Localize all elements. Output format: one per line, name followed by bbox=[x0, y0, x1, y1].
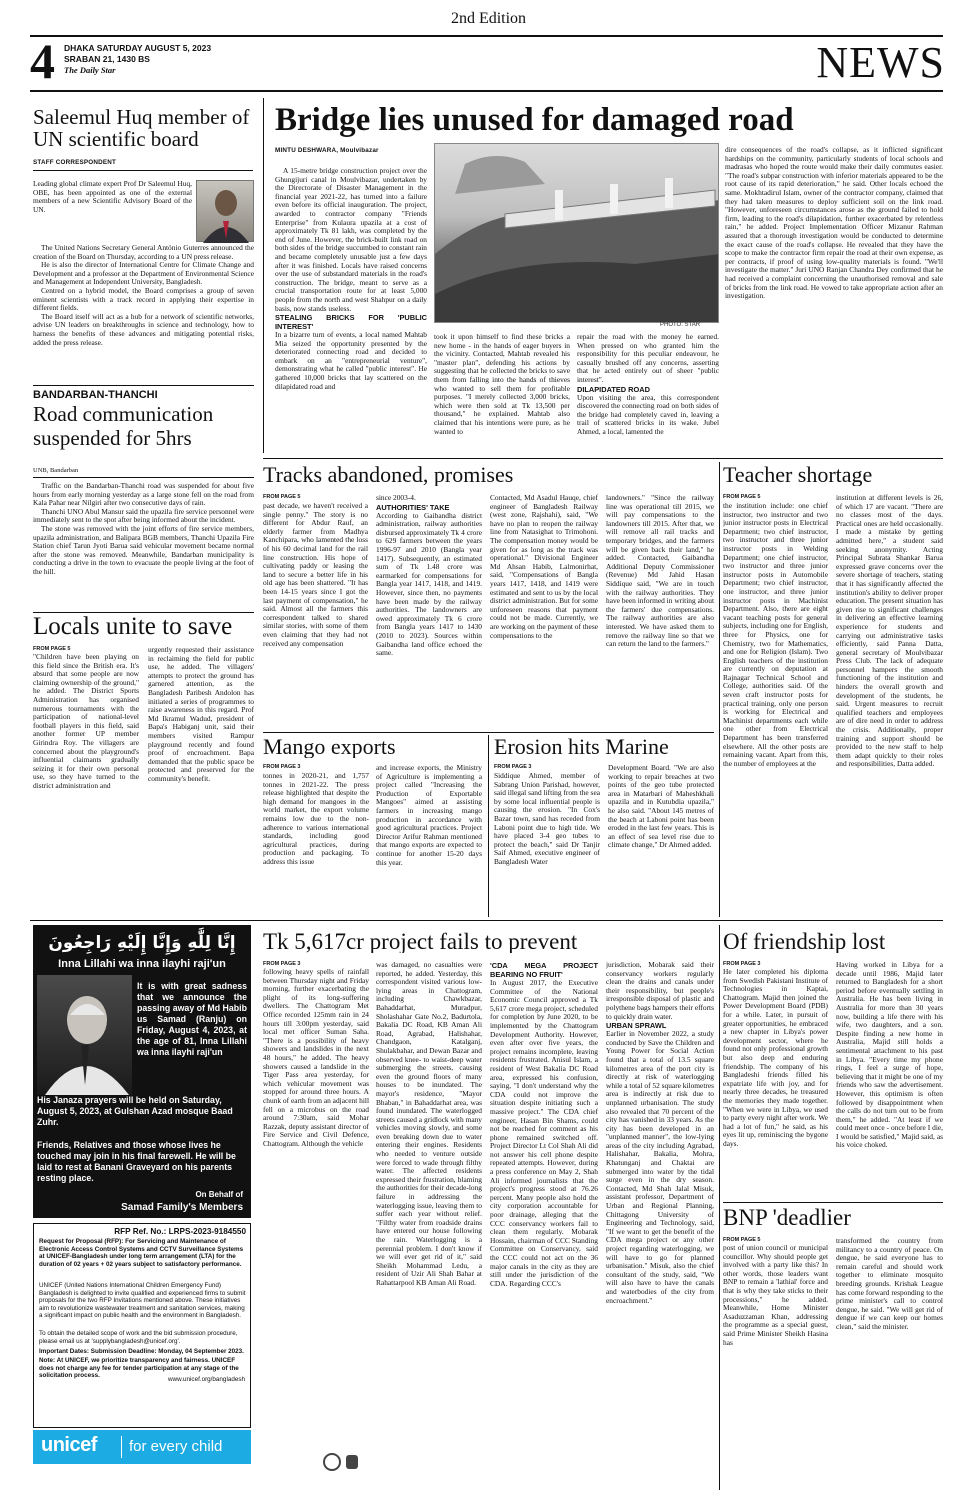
bnp-top-rule bbox=[723, 1202, 943, 1203]
bridge-bottom-rule bbox=[263, 458, 943, 459]
tk-c4b-text: Earlier in November 2022, a study conducted by Save the Children and Young Power for Social Action found that a total of 13.5 square kilometres area of the port city is directly at risk of waterlogging while a total of 52 square kilometres area is indirectly at risk due to unplanned urbanisation. The study also revealed that 70 percent of the city has vanished in 33 years. As the city has been developed in an "unplanned manner", the low-lying areas of the city including Agrabad, Halishahar, Bakalia, Mohra, Khatunganj and Chaktai are submerged into water by the tidal surge even in the dry season. Contacted, Md Shah Jalal Misuk, assistant professor, Department of Urban and Regional Planning, Chittagong University of Engineering and Technology, said, "If we want to get the benefit of the CDA mega project or any other project regarding waterlogging, we will have to go for planned urbanisation." Misuk, also the chief consultant of the study, said, "We will also have to have the canals and waterbodies of the city from encroachment." bbox=[606, 1029, 714, 1305]
locals-from: FROM PAGE 5 bbox=[33, 646, 71, 652]
dateline bbox=[64, 43, 211, 76]
bridge-headline: Bridge lies unused for damaged road bbox=[275, 104, 794, 137]
top-rule bbox=[30, 35, 943, 37]
saleemul-body bbox=[33, 244, 254, 380]
bridge-left-rule bbox=[263, 98, 264, 453]
teacher-headline: Teacher shortage bbox=[723, 464, 873, 486]
obituary-behalf: On Behalf of bbox=[195, 1190, 243, 1199]
tk-from: FROM PAGE 3 bbox=[263, 961, 301, 967]
bridge-col1 bbox=[275, 167, 427, 455]
tracks-col4: landowners." "Since the railway line was operational till 2015, we will pay compensations to the landowners till 2015. After that, we will remove all rail tracks and temporary bridges, and the farmers will be given back their land," he added. Contacted, Gaibandha Additional Deputy Commissioner (Revenue) Md Jahid Hasan Siddique said, "We are in touch with the railway authorities. They have been informed in writing about the farmers' due compensations. The railway authorities are also interested. We have asked them to remove the railway line so that we can return the land to the farmers." bbox=[606, 494, 714, 649]
obituary-main: It is with great sadness that we announce the passing away of Md Habib us Samad (Ranju) on Friday, August 4, 2023, at the age of 81, Inna Lillahi wa inna ilayhi raji'un bbox=[137, 981, 247, 1057]
obituary-arabic: إِنَّا لِلَّٰهِ وَإِنَّا إِلَيْهِ رَاجِعُونَ bbox=[48, 933, 236, 953]
rfp-body: UNICEF (United Nations International Children Emergency Fund) Bangladesh is delighted to invite qualified and experienced firms to submit proposals for the two RFP Invitations mentioned above. These initiatives aim to revolutionize wastewater treatment and sanitation services, making a significant impact on public health and the environment in Bangladesh. bbox=[39, 1282, 246, 1320]
mango-headline: Mango exports bbox=[263, 736, 396, 758]
obituary-box-lower bbox=[33, 1140, 251, 1218]
masthead-bottom-rule bbox=[30, 90, 943, 92]
saleemul-headline: Saleemul Huq member of UN scientific board bbox=[33, 106, 250, 150]
rfp-obtain: To obtain the detailed scope of work and the bid submission procedure, please email us at 'supplybangladesh@unicef.org'. bbox=[39, 1330, 238, 1345]
tracks-from: FROM PAGE 5 bbox=[263, 494, 301, 500]
bridge-byline: MINTU DESHWARA, Moulvibazar bbox=[275, 147, 379, 154]
erosion-col1: Siddique Ahmed, member of Sabrang Union Parishad, however, said illegal sand lifting from the sea by some local influential people is causing the erosion. "In Cox's Bazar town, sand has receded from Laboni point due to high tide. We have placed 3-4 geo tubes to protect the beach," said Dr Tanjir Saif Ahmed, executive engineer of Bangladesh Water bbox=[494, 772, 600, 866]
tk-col2: was damaged, no casualties were reported, he added. Yesterday, this correspondent visited various low-lying areas in Chattogram, including Chawkbazar, Bahaddarhat, Muradpur, Sholashahar Gate No.2, Badurtola, Bakalia DC Road, KB Aman Ali Road, Agrabad, Halishahar, Chandgaon, Katalganj, Shulakbahar, and Dewan Bazar and observed knee- to waist-deep water submerging the streets, causing even the ground floors of many houses to be inundated. The mayor's residence, "Mayor Bhaban," in Bahaddarhat area, was found inundated. The waterlogged streets caused a gridlock with many vehicles moving slowly, and some even breaking down due to water entering their engines. Residents who needed to venture outside were forced to wade through filthy water. The affected residents expressed their frustration, blaming the authorities for their decade-long failure in addressing the waterlogging issue, leaving them to suffer each year without relief. "Filthy water from roadside drains have entered our house following the rain. Waterlogging is a perennial problem. I don't know if we will ever get rid of it," said Sheikh Mohammad Ledu, a resident of Uzir Ali Shah Bahar at Rahattarpool KB Aman Ali Road. bbox=[376, 961, 482, 1287]
friendship-headline: Of friendship lost bbox=[723, 930, 886, 953]
friendship-col1: He later completed his diploma from Swedish Pakistani Institute of Technologies in Kaptai, Chattogram. Majid then joined the Power Development Board (PDB) for a while. Later, in pursuit of greater opportunities, he embraced a new chapter in Libya's power development sector, where he found not only professional growth but also deep and enduring friendship. The company of his Bangladeshi friends filled his expatriate life with joy, and for nearly three decades, he treasured the memories they made together. "When we were in Libya, we used to party every night after work. We had a lot of fun," he said, as his eyes lit up, reminiscing the bygone days. bbox=[723, 968, 828, 1148]
saleemul-rule bbox=[33, 170, 253, 171]
mango-col2: and increase exports, the Ministry of Agriculture is implementing a project called "Increasing the Production of Exportable Mangoes" aimed at assisting farmers in increasing mango production in accordance with good agricultural practices. Project Director Arifur Rahman mentioned that mango exports are expected to continue for another 15-20 days this year. bbox=[376, 764, 482, 867]
game-icon bbox=[323, 1453, 341, 1471]
saleemul-byline: STAFF CORRESPONDENT bbox=[33, 159, 117, 166]
saleemul-p4: Centred on a hybrid model, the Board comprises a group of seven eminent scientists with a track record in applying their expertise in different fields. bbox=[33, 285, 254, 313]
bridge-col2: took it upon himself to find these bricks a new home - in the hands of eager buyers in the vicinity. Contacted, Mahtab revealed his "master plan", defending his actions by suggesting that he collected the bricks to save them from falling into the hands of thieves who wanted to sell them for profitable purposes. "I merely collected 3,000 bricks, which were then sold at Tk 13,500 per thousand," he explained. Mahtab also claimed that his intentions were pure, as he wanted to bbox=[434, 333, 570, 436]
bandarban-p1: Traffic on the Bandarban-Thanchi road was suspended for about five hours from early morning yesterday as a large stone fell on the road from Kala Pahar near Nilgiri after two consecutive days of rain. bbox=[33, 482, 254, 508]
tracks-c2-subhead: AUTHORITIES' TAKE bbox=[376, 502, 450, 512]
bnp-headline: BNP 'deadlier bbox=[723, 1206, 851, 1229]
bridge-c1-subhead: STEALING BRICKS FOR 'PUBLIC INTEREST' bbox=[275, 313, 427, 332]
unicef-divider bbox=[121, 1436, 122, 1458]
saleemul-p3: He is also the director of International Centre for Climate Change and Development and a professor at the Department of Environmental Science and Management at Independent University, Bangladesh. bbox=[33, 260, 254, 287]
rfp-ref: RFP Ref. No.: LRPS-2023-9184550 bbox=[114, 1227, 246, 1236]
teacher-col2: institution at different levels is 26, of which 17 are vacant. "There are no classes most of the days. Practical ones are held occasionally. I made a mistake by getting admitted here," a student said seeking anonymity. Acting Principal Subrata Shankar Barua expressed grave concerns over the severe shortage of teachers, stating that it has significantly affected the institution's ability to deliver proper education. The present situation has given rise to significant challenges in delivering an effective learning experience for students and carrying out administrative tasks efficiently, said Panna Datta, general secretary of Moulvibazar Press Club. The lack of adequate personnel hampers the smooth functioning of the institution and hinders the overall growth and development of the students, he said. Urgent measures to recruit qualified teachers and employees are of dire need in order to address the crisis. Additionally, proper training and support should be provided to the new staff to help them adapt quickly to their roles and responsibilities, Datta added. bbox=[836, 494, 943, 769]
section-title: NEWS bbox=[816, 38, 945, 87]
photo-credit: PHOTO: STAR bbox=[660, 322, 701, 328]
saleemul-p2: The United Nations Secretary General António Guterres announced the creation of the Board on Thursday, according to a UN press release. bbox=[33, 244, 254, 261]
tk-c4-text: jurisdiction, Mobarak said their conservancy workers regularly clean the drains and canals under their responsibility, but people's irresponsible disposal of plastic and polythene bags hampers their efforts to quickly drain water. bbox=[606, 961, 714, 1021]
locals-col1: "Children have been playing on this field since the British era. It's absurd that some people are now claiming ownership of the ground," he added. The District Sports Administration has organised numerous tournaments with the participation of national-level football players in this field, said another former UP member Girindra Roy. The villagers are concerned about the playground's influential claimants gradually seizing it for their own personal use, so they have turned to the district administration and bbox=[33, 653, 139, 790]
bridge-c1-text: A 15-metre bridge construction project over the Ghungijuri canal in Moulvibazar, undertaken by the Directorate of Disaster Management in the financial year 2021-22, has turned into a failure even before its official inauguration. The project, awarded to contractor company "Friends Enterprise" from Kulaura upazila at a cost of approximately Tk 81 lakh, was completed by the end of June. However, the brick-built link road on both sides of the bridge succumbed to constant rain and became completely unusable just a few days after it was finished. Locals have raised concerns over the use of substandard materials in the road's construction. The bridge, meant to serve as a crucial transportation route for at least 5,000 people from the north and west Shahpur on a daily basis, now stands useless. bbox=[275, 167, 427, 313]
tracks-col2 bbox=[376, 494, 482, 728]
mango-from: FROM PAGE 3 bbox=[263, 764, 301, 770]
tk-headline: Tk 5,617cr project fails to prevent bbox=[263, 930, 578, 953]
tracks-c2b-text: According to Gaibandha district administration, railway authorities disbursed approximately Tk 4 crore to 629 farmers between the years 1996-97 and 2010 (Bangla year 1417). Subsequently, an estimated sum of Tk 1.48 crore was earmarked for compensations for Bangla year 1417, 1418, and 1419. However, since then, no payments have been made by the railway authorities. The landowners are owed approximately Tk 6 crore from Bangla years 1417 to 1430 (2010 to 2023). Sources within Gaibandha land office echoed the same. bbox=[376, 510, 482, 658]
tracks-headline: Tracks abandoned, promises bbox=[263, 464, 514, 486]
rfp-url: www.unicef.org/bangladesh bbox=[167, 1376, 245, 1383]
apple-icon bbox=[346, 1455, 358, 1469]
bandarban-kicker: BANDARBAN-THANCHI bbox=[33, 389, 158, 401]
bridge-c3-text: repair the road with the money he earned. When pressed on who granted him the responsibility for this peculiar endeavour, he casually brushed off any concerns, asserting that he acted entirely out of sheer "public interest". bbox=[577, 333, 719, 384]
obituary-phrase: Inna Lillahi wa inna ilayhi raji'un bbox=[58, 958, 226, 970]
bridge-photo bbox=[434, 143, 719, 323]
unicef-logo: unicef bbox=[41, 1434, 97, 1456]
rfp-dates-value: Submission Deadline: Monday, 04 September 2023. bbox=[90, 1348, 244, 1355]
bnp-col2: transformed the country from militancy to a country of peace. On dengue, he said everyone has to remain careful and should work together to eliminate mosquito breeding grounds. Krishak League has come forward responding to the prime minister's call to control dengue, he said. "We will get rid of dengue if we can keep our homes clean," said the minister. bbox=[836, 1237, 943, 1331]
unicef-banner bbox=[33, 1430, 251, 1464]
bridge-c3b-text: Upon visiting the area, this correspondent discovered the connecting road on both sides of the bridge had completely caved in, leaving a trail of scattered bricks in its wake. Jubel Ahmed, a local, lamented the bbox=[577, 392, 719, 436]
obituary-portrait bbox=[37, 975, 132, 1095]
tracks-col1: past decade, we haven't received a single penny." The story is no different for Abdur Rauf, an elderly farmer from Madhya Kanchipara, who lamented the loss of his 60 decimal land for the rail line construction. His hope of cultivating paddy or leasing the land to secure a better life in his old age has been shattered. "It has been 14-15 years since I got the last payment of compensation," he said. Almost all the farmers this correspondent talked to shared similar stories, with some of them even claiming that they had not received any compensation bbox=[263, 502, 368, 648]
page-number: 4 bbox=[30, 33, 55, 89]
date-text: DHAKA SATURDAY AUGUST 5, 2023 bbox=[64, 43, 212, 53]
saleemul-p1: Leading global climate expert Prof Dr Saleemul Huq, OBE, has been appointed as one of the external members of a new Scientific Advisory Board of the UN. bbox=[33, 180, 192, 214]
erosion-from: FROM PAGE 3 bbox=[494, 764, 532, 770]
obituary-family: Samad Family's Members bbox=[121, 1202, 243, 1213]
bnp-col1: post of union council or municipal councillor. Why should people get involved with a party like this? In other words, those leaders want BNP to remain a 'lathial' force and that is why they take sticks to their processions," he added. Meanwhile, Home Minister Asaduzzaman Khan, addressing the programme as a special guest, said Prime Minister Sheikh Hasina has bbox=[723, 1244, 828, 1347]
bandarban-p3: The stone was removed with the joint efforts of fire service members, upazila administration, and Balipara BGB members, Thanchi Upazila Fire Station chief Tarun Jyoti Barua said vehicular movement became normal after the stone was removed. Meanwhile, Bandarban municipality is conducting a drive in the town to evacuate the people living at the foot of the hill. bbox=[33, 523, 254, 576]
locals-col2: urgently requested their assistance in reclaiming the field for public use, he added. The villagers' attempts to protect the ground has garnered attention, as the Bangladesh Paribesh Andolon has initiated a series of programmes to raise awareness in this regard. Prof Md Ikramul Wadud, president of Bapa's Habiganj unit, said their members visited Rampur playground recently and found proof of encroachment. Bapa demanded that the public space be protected and preserved for the community's benefit. bbox=[148, 646, 254, 783]
tk-col4 bbox=[606, 961, 714, 1489]
bridge-col3 bbox=[577, 333, 719, 455]
erosion-col2: Development Board. "We are also working to repair breaches at two points of the geo tube protected area in Matarbari of Maheshkhali upazila and in Kutubdia upazila," he also said. "About 145 metres of the beach at Laboni point has been eroded in the last few years. This is an effect of sea level rise due to climate change," Dr Ahmed added. bbox=[608, 764, 714, 850]
friendship-col2: Having worked in Libya for a decade until 1986, Majid later returned to Bangladesh for a short period before eventually settling in Australia. He has been living in Australia for more than 30 years now, building a life there with his wife, two daughters, and a son. Despite finding a new home in Australia, Majid still holds a sentimental attachment to his past in Libya. "Every time my phone rings, I feel a surge of hope, believing that it might be one of my friends who saw the advertisement. However, this optimism is often followed by disappointment when the calls do not turn out to be from them," he added. "At least if we could meet once - once before I die, I would be satisfied," Majid said, as his voice choked. bbox=[836, 961, 943, 1150]
tk-col3 bbox=[490, 961, 598, 1489]
rfp-note: Note: At UNICEF, we prioritize transparency and fairness. UNICEF does not charge any fee for tender participation at any stage of the solicitation process. bbox=[39, 1357, 239, 1380]
bandarban-byline-rule bbox=[33, 477, 254, 478]
locals-top-rule bbox=[33, 612, 254, 613]
obituary-friends: Friends, Relatives and those whose lives he touched may join in his final farewell. He will be laid to rest at Banani Graveyard on his parents resting place. bbox=[37, 1140, 236, 1183]
tracks-col3: Contacted, Md Asadul Hauqe, chief engineer of Bangladesh Railway (west zone, Rajshahi), said, "We have no plan to reopen the railway line from Natasighat to Trimohoni. The compensation money would be given for as long as the track was operational." Divisional Engineer Md Ahsan Habib, Lalmonirhat, said, "Compensations of Bangla years 1417, 1418, and 1419 were estimated and sent to us by the local district administration. But for some unforeseen reasons that payment could not be made. Currently, we are working on the payment of these compensations to the bbox=[490, 494, 598, 640]
obituary-janaza: His Janaza prayers will be held on Saturday, August 5, 2023, at Gulshan Azad mosque Baad Zuhr. bbox=[37, 1095, 233, 1127]
teacher-from: FROM PAGE 5 bbox=[723, 494, 761, 500]
teacher-col1: the institution include: one chief instructor, two instructor and two junior instructor posts in Electrical Department; two chief instructor, two instructor and three junior instructor posts in Welding Department; one chief instructor, two instructor and three junior instructor posts in Automobile Department; two chief instructor, one instructor, and three junior instructor posts in Machinist Department. Also, there are eight vacant teaching posts for general subjects, including one for English, three for Physics, one for Chemistry, two for Mathematics, and one for Religion (Islam). Two English teachers of the institution are currently on deputation at Rajnagar Technical School and College, authorities said. Of the seven craft instructor posts for practical training, only one person is working for Electrical and Machinist departments each while one other from Electrical Department has been transferred elsewhere. All the other posts are remaining vacant. Apart from this, the number of employees at the bbox=[723, 502, 828, 768]
saleemul-p5: The Board itself will act as a hub for a network of scientific networks, advise UN leaders on breakthroughs in science and technology, how to harness the benefits of these advances and mitigating potential risks, added the press release. bbox=[33, 311, 254, 347]
bridge-c3-subhead: DILAPIDATED ROAD bbox=[577, 384, 650, 394]
friendship-left-rule bbox=[719, 925, 720, 1490]
bridge-c1b-text: In a bizarre turn of events, a local named Mahtab Mia seized the opportunity presented by the deteriorated connecting road and decided to embark on an "entrepreneurial venture", demonstrating what he called "public interest". He gathered 10,000 bricks that lay scattered on the dilapidated road and bbox=[275, 330, 427, 391]
mango-col1: tonnes in 2020-21, and 1,757 tonnes in 2021-22. The press release highlighted that despite the high demand for mangoes in the world market, the export volume remains low due to the non-adherence to various international standards, including good agricultural practices, during production and packaging. To address this issue bbox=[263, 772, 369, 866]
bandarban-byline: UNB, Bandarban bbox=[33, 467, 79, 474]
tk-c3-text: In August 2017, the Executive Committee of the National Economic Council approved a Tk 5,617 crore mega project, scheduled for completion by June 2020, to be implemented by the Chattogram Development Authority. However, even after over five years, the project remains incomplete, leaving residents frustrated. Anisul Islam, a resident of West Bakalia DC Road area, expressed his confusion, saying, "I don't understand why the CDA could not improve the situation despite initiating such a massive project." The CDA chief engineer, Hasan Bin Shams, could not be reached for comment as his phone remained switched off. Project Director Lt Col Shah Ali did not answer his cell phone despite repeated attempts. However, during a press conference on May 2, Shah Ali informed journalists that the project's progress stood at 76.26 percent. Many people also hold the city corporation accountable for poor drainage, alleging that the CCC conservancy workers fail to clean them regularly. Mobarak Hossain, chairman of CCC Standing Committee on Conservancy, said the CCC could not act on the 36 major canals in the city as they are still under the jurisdiction of the CDA. Regarding CCC's bbox=[490, 978, 598, 1288]
edition-label: 2nd Edition bbox=[450, 10, 527, 27]
tracks-c2-text: since 2003-4. bbox=[376, 494, 416, 502]
bandarban-p2: Thanchi UNO Abul Mansur said the upazila fire service personnel were immediately sent to the spot after being informed about the incident. bbox=[33, 506, 254, 525]
rfp-dates bbox=[39, 1348, 247, 1356]
rfp-dates-label: Important Dates: bbox=[39, 1348, 90, 1355]
bridge-col4: dire consequences of the road's collapse, as it inflicted significant hardships on the community, particularly students of local schools and madrasas who hoped the route would make their daily commutes easier. "The road's subpar construction with inferior materials appeared to be the root cause of its rapid deterioration," he said. Other locals echoed the same. Mokhtadirul Islam, owner of the contractor company, claimed that they had taken measures to deploy sufficient soil on the link road. "However, unforeseen circumstances arose as the ground failed to hold firm, leading to the road's dilapidation, further exacerbated by relentless rain," he added. Project Implementation Officer Mizanur Rahman assured that a thorough investigation would be conducted to determine the exact cause of the road's collapse. He revealed that they have the scope to make the contractor firm repair the road at their own expense, as per contracts, if proof of using low-quality materials is found. "We'll investigate the matter." Juri UNO Ranjan Chandra Dey confirmed that he had received a complaint concerning the unauthorised removal and sale of bricks from the link road. He vowed to take appropriate action after an investigation. bbox=[725, 146, 943, 301]
erosion-headline: Erosion hits Marine bbox=[494, 736, 669, 758]
bs-date-text: SRABAN 21, 1430 BS bbox=[64, 54, 150, 64]
mango-top-rule bbox=[263, 732, 714, 733]
obituary-box bbox=[33, 925, 251, 1140]
paper-name: The Daily Star bbox=[64, 65, 116, 75]
bandarban-rule bbox=[33, 385, 254, 386]
locals-headline: Locals unite to save bbox=[33, 614, 233, 639]
tk-col1: following heavy spells of rainfall between Thursday night and Friday morning, further exacerbating the plight of its long-suffering dwellers. The Chattogram Met Office recorded 125mm rain in 24 hours till 3:00pm yesterday, said local met officer Suman Saha. "There is a possibility of heavy showers and landslides in the next 48 hours," he added. The heavy showers caused a landslide in the Tiger Pass area yesterday, for which vehicular movement was stopped for around three hours. A chunk of earth from an adjacent hill fell on a microbus on the road around 7:30am, said Mohar Razzak, deputy assistant director of Fire Service and Civil Defence, Chattogram. Although the vehicle bbox=[263, 968, 369, 1148]
bandarban-headline: Road communication suspended for 5hrs bbox=[33, 402, 214, 450]
lower-section-rule bbox=[30, 920, 943, 921]
bnp-from: FROM PAGE 5 bbox=[723, 1237, 761, 1243]
tk-c4-subhead: URBAN SPRAWL bbox=[606, 1021, 667, 1031]
bandarban-body bbox=[33, 482, 254, 612]
rfp-box bbox=[33, 1223, 251, 1428]
teacher-left-rule bbox=[719, 462, 720, 917]
tk-c3-subhead: 'CDA MEGA PROJECT BEARING NO FRUIT' bbox=[490, 961, 598, 979]
rfp-request: Request for Proposal (RFP): For Servicing and Maintenance of Electronic Access Control Systems and CCTV Surveillance Systems at UNICEF-Bangladesh under long term arrangement (LTA) for the duration of 02 years + 02 years subject to satisfactory performance. bbox=[39, 1238, 244, 1268]
mango-erosion-divider bbox=[488, 735, 489, 917]
saleemul-photo bbox=[196, 180, 254, 242]
unicef-tagline: for every child bbox=[129, 1438, 223, 1455]
friendship-from: FROM PAGE 3 bbox=[723, 961, 761, 967]
